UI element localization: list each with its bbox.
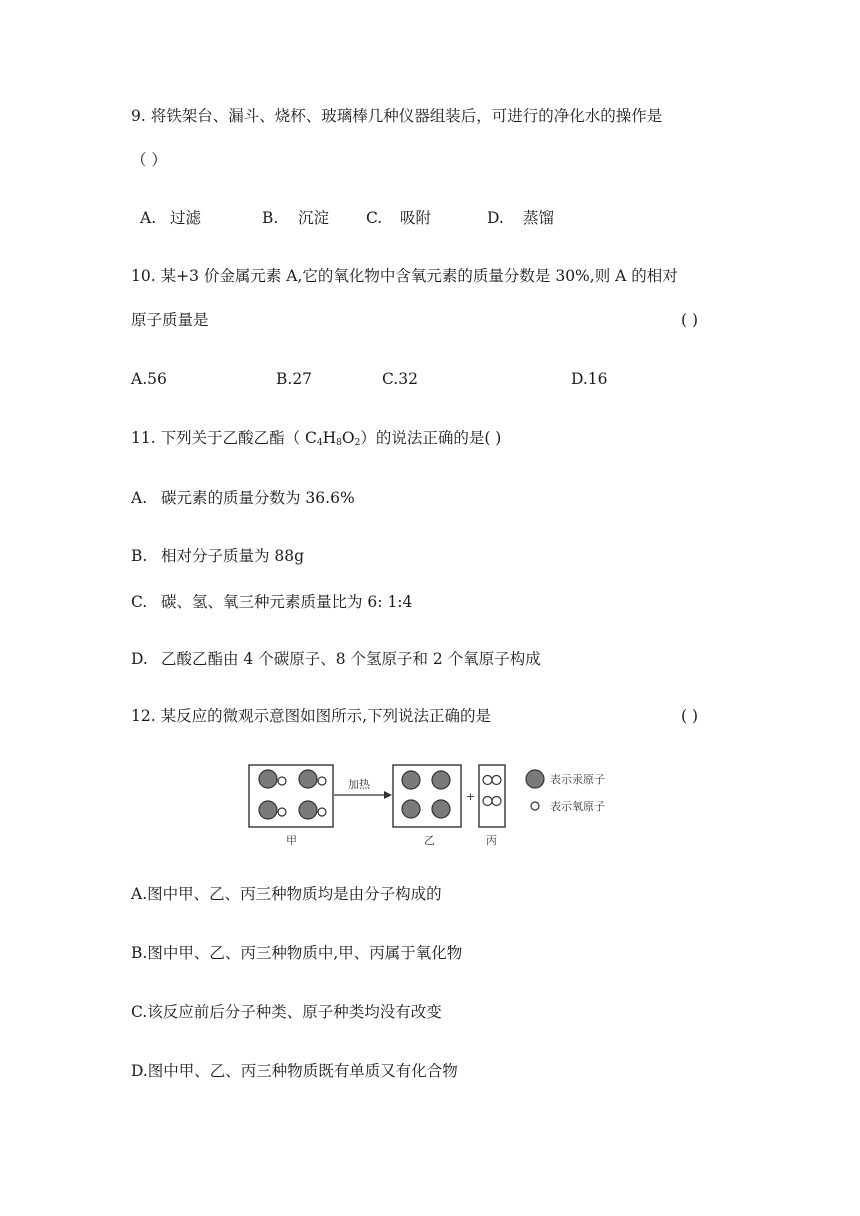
legend-o-text: 表示氧原子 [550, 800, 605, 813]
q10-option-a: A.56 [131, 370, 167, 388]
q11-option-d-letter: D. [131, 650, 148, 668]
q11-option-a [131, 488, 355, 508]
legend-o-atom [531, 802, 539, 810]
plus-sign: + [466, 790, 476, 803]
hg-atom [259, 801, 277, 819]
o-atom [483, 797, 492, 806]
q11-stem-post: ）的说法正确的是( ) [360, 429, 502, 447]
box-bing [479, 765, 505, 827]
reaction-arrow-head [384, 791, 392, 799]
q10-stem-line1: 10. 某+3 价金属元素 A,它的氧化物中含氧元素的质量分数是 30%,则 A 的相对 [131, 267, 678, 285]
q11-formula-c-sub: 4 [316, 438, 323, 448]
q11-option-c [131, 592, 412, 612]
q11-option-c-text: 碳、氢、氧三种元素质量比为 6: 1:4 [161, 593, 413, 611]
q11-option-b [131, 546, 304, 566]
q11-option-c-letter: C. [131, 593, 148, 611]
hg-atom [432, 800, 450, 818]
o-atom [318, 777, 326, 785]
q12-option-c: C.该反应前后分子种类、原子种类均没有改变 [131, 1003, 442, 1021]
reaction-diagram [248, 760, 628, 852]
q11-stem [131, 428, 501, 453]
q9-option-b [262, 208, 329, 228]
q9-option-a [140, 208, 201, 228]
legend-hg-atom [526, 770, 544, 788]
box-label-jia: 甲 [286, 834, 297, 847]
q9-stem: 9. 将铁架台、漏斗、烧杯、玻璃棒几种仪器组装后，可进行的净化水的操作是 [131, 107, 663, 125]
box-label-yi: 乙 [424, 834, 435, 847]
o-atom [492, 797, 501, 806]
q10-option-c: C.32 [382, 370, 418, 388]
hg-atom [299, 801, 317, 819]
arrow-label: 加热 [348, 778, 370, 791]
q11-option-b-text: 相对分子质量为 88g [161, 547, 305, 565]
q10-option-b: B.27 [276, 370, 313, 388]
hg-atom [299, 770, 317, 788]
q9-option-c-text: 吸附 [400, 209, 432, 227]
hg-atom [402, 800, 420, 818]
q10-answer-paren: ( ) [681, 311, 699, 329]
legend-hg-text: 表示汞原子 [550, 773, 605, 786]
q9-option-b-text: 沉淀 [298, 209, 330, 227]
q11-formula-h-sub: 8 [336, 438, 342, 448]
box-label-bing: 丙 [486, 834, 497, 847]
q9-option-b-letter: B. [262, 209, 279, 227]
q11-stem-pre: 11. 下列关于乙酸乙酯（ C [131, 429, 317, 447]
q9-answer-paren: （ ） [131, 151, 167, 169]
q11-formula-o: O [341, 429, 355, 447]
o-atom [492, 776, 501, 785]
q10-stem-line2: 原子质量是 [131, 311, 209, 329]
q10-option-d: D.16 [571, 370, 608, 388]
box-yi [393, 765, 461, 827]
o-atom [278, 777, 286, 785]
hg-atom [259, 770, 277, 788]
q9-option-d-letter: D. [487, 209, 504, 227]
o-atom [278, 808, 286, 816]
hg-atom [402, 771, 420, 789]
q11-option-d [131, 649, 541, 669]
q12-stem: 12. 某反应的微观示意图如图所示,下列说法正确的是 [131, 707, 492, 725]
q9-option-d [487, 208, 554, 228]
q12-option-d: D.图中甲、乙、丙三种物质既有单质又有化合物 [131, 1062, 458, 1080]
q11-option-a-text: 碳元素的质量分数为 36.6% [161, 489, 355, 507]
q11-option-b-letter: B. [131, 547, 148, 565]
q11-option-a-letter: A. [131, 489, 148, 507]
q12-answer-paren: ( ) [681, 707, 699, 725]
q12-option-a: A.图中甲、乙、丙三种物质均是由分子构成的 [131, 885, 442, 903]
q9-option-a-text: 过滤 [170, 209, 202, 227]
q9-option-c-letter: C. [366, 209, 383, 227]
q9-option-a-letter: A. [140, 209, 157, 227]
q11-option-d-text: 乙酸乙酯由 4 个碳原子、8 个氢原子和 2 个氧原子构成 [161, 650, 541, 668]
q11-formula-h: H [322, 429, 337, 447]
hg-atom [432, 771, 450, 789]
o-atom [318, 808, 326, 816]
o-atom [483, 776, 492, 785]
q12-option-b: B.图中甲、乙、丙三种物质中,甲、丙属于氧化物 [131, 944, 463, 962]
reaction-diagram-svg [248, 760, 628, 852]
q9-option-c [366, 208, 431, 228]
q9-option-d-text: 蒸馏 [523, 209, 555, 227]
q11-formula-o-sub: 2 [354, 438, 361, 448]
